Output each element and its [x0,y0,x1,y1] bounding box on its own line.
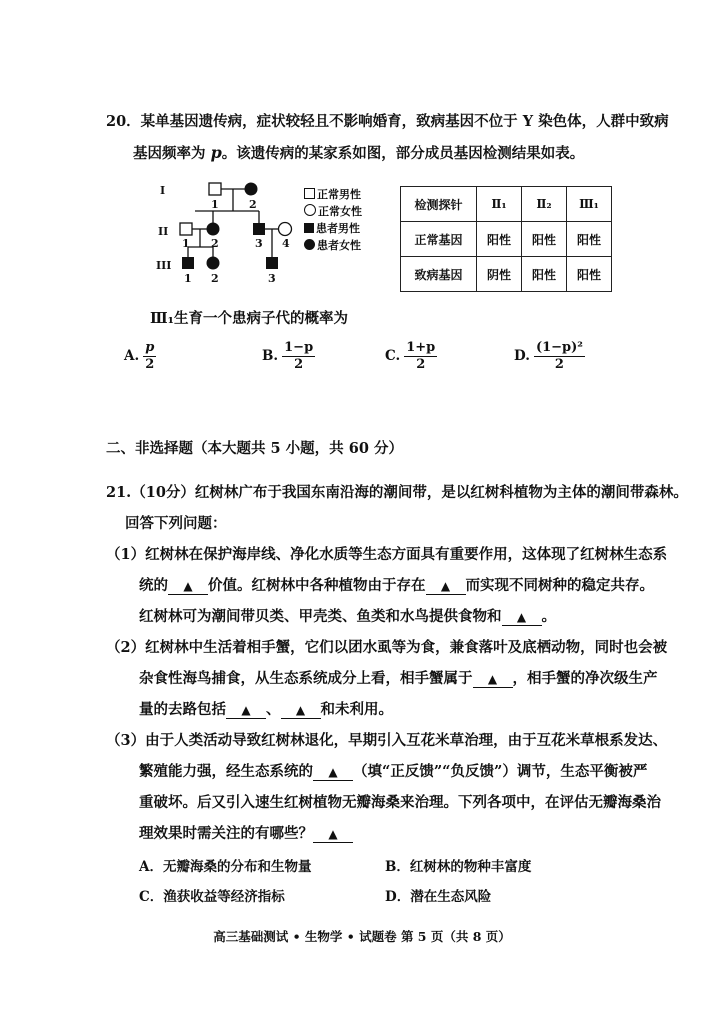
detection-table [400,186,612,292]
variable-p: p [210,143,222,162]
q21-p1-line2: 统的 ▲ 价值。红树林中各种植物由于存在 ▲ 而实现不同树种的稳定共存。 [139,577,654,594]
q21-p1-line1: （1）红树林在保护海岸线、净化水质等生态方面具有重要作用，这体现了红树林生态系 [106,546,668,563]
q20-line2: 基因频率为 p。该遗传病的某家系如图，部分成员基因检测结果如表。 [133,143,585,162]
pedigree-chart [150,175,300,285]
q21-option-d[interactable]: D．潜在生态风险 [385,889,492,905]
table-cell: 正常基因 [401,222,477,257]
q21-p1-line3: 红树林可为潮间带贝类、甲壳类、鱼类和水鸟提供食物和 ▲ 。 [139,608,556,625]
pedigree-II2 [207,223,220,236]
table-header-cell: 检测探针 [401,187,477,222]
q20-line1: 20．某单基因遗传病，症状较轻且不影响婚育，致病基因不位于 Y 染色体，人群中致病 [106,113,669,130]
q20-option-b[interactable]: B. $\frac{1-p}{2}$ [262,340,314,372]
pedigree-II3 [253,223,265,235]
answer-blank[interactable]: ▲ [473,671,513,688]
circle-filled-icon [304,239,315,250]
page-footer: 高三基础测试 • 生物学 • 试题卷 第 5 页（共 8 页） [213,929,511,944]
table-header-cell: Ⅲ₁ [567,187,612,222]
q20-question: Ⅲ₁生育一个患病子代的概率为 [150,310,349,327]
q21-option-c[interactable]: C．渔获收益等经济指标 [139,889,285,905]
table-header-cell: Ⅱ₁ [477,187,522,222]
num-I2: 2 [249,198,257,211]
q21-option-b[interactable]: B．红树林的物种丰富度 [385,859,532,875]
num-II4: 4 [282,237,290,250]
q21-p2-line1: （2）红树林中生活着相手蟹，它们以团水虱等为食，兼食落叶及底栖动物，同时也会被 [106,639,668,656]
gen-label-I: I [160,184,166,197]
q21-p3-line1: （3）由于人类活动导致红树林退化，早期引入互花米草治理，由于互花米草根系发达、 [106,732,668,749]
legend-affected-male: 患者男性 [304,220,360,236]
q21-p3-line4: 理效果时需关注的有哪些？ ▲ [139,824,353,844]
num-III2: 2 [211,272,219,285]
answer-blank[interactable]: ▲ [313,764,353,781]
table-cell: 阴性 [477,257,522,292]
table-row [401,257,612,292]
num-II3: 3 [255,237,263,250]
num-I1: 1 [211,198,219,211]
table-row [401,222,612,257]
pedigree-II1 [180,223,192,235]
pedigree-II4 [279,223,292,236]
table-cell: 致病基因 [401,257,477,292]
q20-option-d[interactable]: D. $\frac{\text{(1−p)²}}{2}$ [514,340,583,372]
table-row [401,187,612,222]
gen-label-II: II [158,225,169,238]
pedigree-III1 [182,257,194,269]
q21-option-a[interactable]: A．无瓣海桑的分布和生物量 [139,859,312,875]
pedigree-III3 [266,257,278,269]
q21-p2-line2: 杂食性海鸟捕食，从生态系统成分上看，相手蟹属于 ▲ ，相手蟹的净次级生产 [139,670,658,687]
table-cell: 阳性 [522,257,567,292]
section-2-heading: 二、非选择题（本大题共 5 小题，共 60 分） [106,440,403,457]
num-III3: 3 [268,272,276,285]
q21-intro-line1: 21.（10分）红树林广布于我国东南沿海的潮间带，是以红树科植物为主体的潮间带森林。 [106,484,688,501]
answer-blank[interactable]: ▲ [502,609,542,626]
num-II1: 1 [182,237,190,250]
q20-option-a[interactable]: A. $\frac{p}{2}$ [124,340,155,372]
answer-blank[interactable]: ▲ [226,702,266,719]
square-filled-icon [304,223,314,233]
table-cell: 阳性 [477,222,522,257]
answer-blank[interactable]: ▲ [313,826,353,843]
q21-p3-line2: 繁殖能力强，经生态系统的 ▲ （填“正反馈”“负反馈”）调节，生态平衡被严 [139,763,648,780]
table-header-cell: Ⅱ₂ [522,187,567,222]
answer-blank[interactable]: ▲ [168,578,208,595]
gen-label-III: III [156,259,172,272]
pedigree-III2 [207,257,220,270]
q21-intro-line2: 回答下列问题： [125,515,227,532]
legend-normal-female: 正常女性 [304,203,362,219]
q20-option-c[interactable]: C. $\frac{1+p}{2}$ [385,340,436,372]
table-cell: 阳性 [522,222,567,257]
legend-affected-female: 患者女性 [304,237,361,253]
square-outline-icon [304,188,315,199]
num-III1: 1 [184,272,192,285]
q21-p3-line3: 重破坏。后又引入速生红树植物无瓣海桑来治理。下列各项中，在评估无瓣海桑治 [139,794,661,811]
table-cell: 阳性 [567,257,612,292]
answer-blank[interactable]: ▲ [426,578,466,595]
answer-blank[interactable]: ▲ [281,702,321,719]
table-cell: 阳性 [567,222,612,257]
circle-outline-icon [304,204,316,216]
q21-p2-line3: 量的去路包括 ▲ 、 ▲ 和未利用。 [139,701,393,718]
num-II2: 2 [211,237,219,250]
legend-normal-male: 正常男性 [304,186,361,202]
pedigree-I1 [209,183,221,195]
pedigree-I2 [245,183,258,196]
